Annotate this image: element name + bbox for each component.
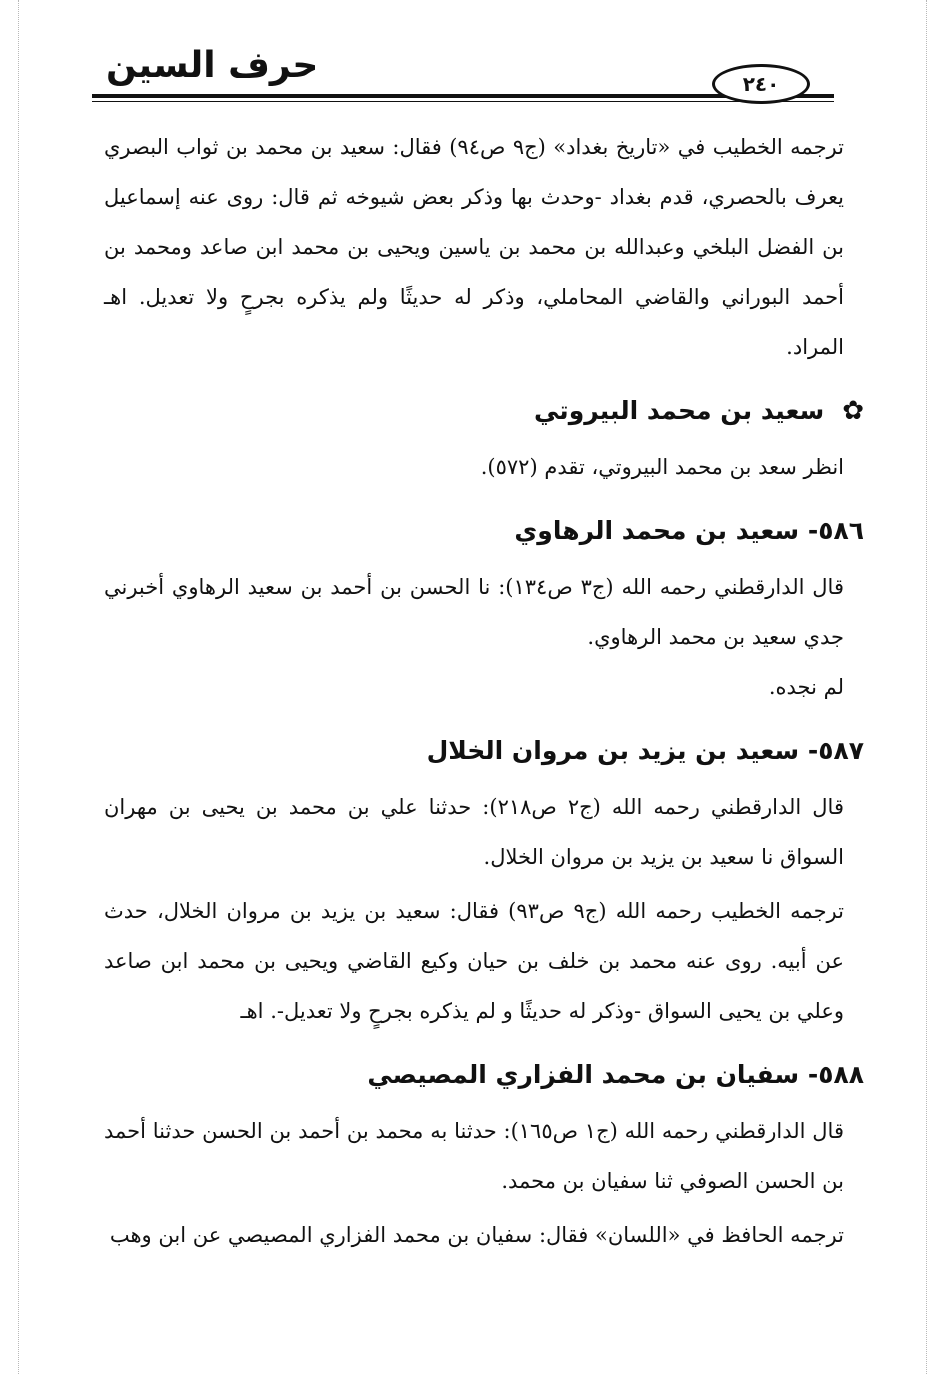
entry-heading: [104, 502, 864, 560]
left-margin-guide: [18, 0, 19, 1374]
page-number: ٢٤٠: [712, 64, 810, 104]
entry-paragraph: ترجمه الحافظ في «اللسان» فقال: سفيان بن محمد الفزاري المصيصي عن ابن وهب: [109, 1223, 844, 1247]
right-margin-guide: [926, 0, 927, 1374]
entry-heading: [104, 722, 864, 780]
intro-paragraph: ترجمه الخطيب في «تاريخ بغداد» (ج٩ ص٩٤) فقال: سعيد بن محمد بن ثواب البصري يعرف بالحصري، قدم بغداد -وحدث بها وذكر بعض شيوخه ثم قال: روى عنه إسماعيل بن الفضل البلخي وعبدالله بن محمد بن ياسين ويحيى بن محمد ابن صاعد ومحمد بن أحمد البوراني والقاضي المحاملي، وذكر له حديثًا ولم يذكره بجرحٍ ولا تعديل. اهـ المراد.: [104, 135, 844, 359]
entry-paragraph: قال الدارقطني رحمه الله (ج٢ ص٢١٨): حدثنا علي بن محمد بن يحيى بن مهران السواق نا سعيد بن يزيد بن مروان الخلال.: [104, 795, 844, 869]
entry-paragraph: انظر سعد بن محمد البيروتي، تقدم (٥٧٢).: [480, 455, 844, 479]
entry-number: ٥٨٦-: [807, 516, 864, 545]
entry-title: سعيد بن محمد الرهاوي: [514, 516, 800, 545]
entry-heading: [104, 382, 864, 440]
page-body: [104, 122, 864, 1260]
header-rule-thin: [92, 101, 834, 102]
page-header: [92, 40, 834, 106]
entry-paragraph: ترجمه الخطيب رحمه الله (ج٩ ص٩٣) فقال: سعيد بن يزيد بن مروان الخلال، حدث عن أبيه. روى عنه محمد بن خلف بن حيان وكيع القاضي ويحيى بن محمد ابن صاعد وعلي بن يحيى السواق -وذكر له حديثًا و لم يذكره بجرحٍ ولا تعديل-. اهـ: [104, 899, 844, 1023]
entry-title: سعيد بن محمد البيروتي: [534, 396, 825, 425]
entry-paragraph: قال الدارقطني رحمه الله (ج٣ ص١٣٤): نا الحسن بن أحمد بن سعيد الرهاوي أخبرني جدي سعيد بن محمد الرهاوي.: [104, 575, 844, 649]
entry-heading: [104, 1046, 864, 1104]
entry-paragraph: قال الدارقطني رحمه الله (ج١ ص١٦٥): حدثنا به محمد بن أحمد بن الحسن حدثنا أحمد بن الحسن الصوفي ثنا سفيان بن محمد.: [104, 1119, 844, 1193]
entry-title: سفيان بن محمد الفزاري المصيصي: [367, 1060, 800, 1089]
chapter-title: حرف السين: [106, 45, 319, 86]
flower-ornament-icon: ✿: [842, 396, 864, 426]
entry-paragraph: لم نجده.: [768, 675, 844, 699]
entry-number: ٥٨٧-: [807, 736, 864, 765]
entry-title: سعيد بن يزيد بن مروان الخلال: [426, 736, 800, 765]
entry-number: ٥٨٨-: [807, 1060, 864, 1089]
